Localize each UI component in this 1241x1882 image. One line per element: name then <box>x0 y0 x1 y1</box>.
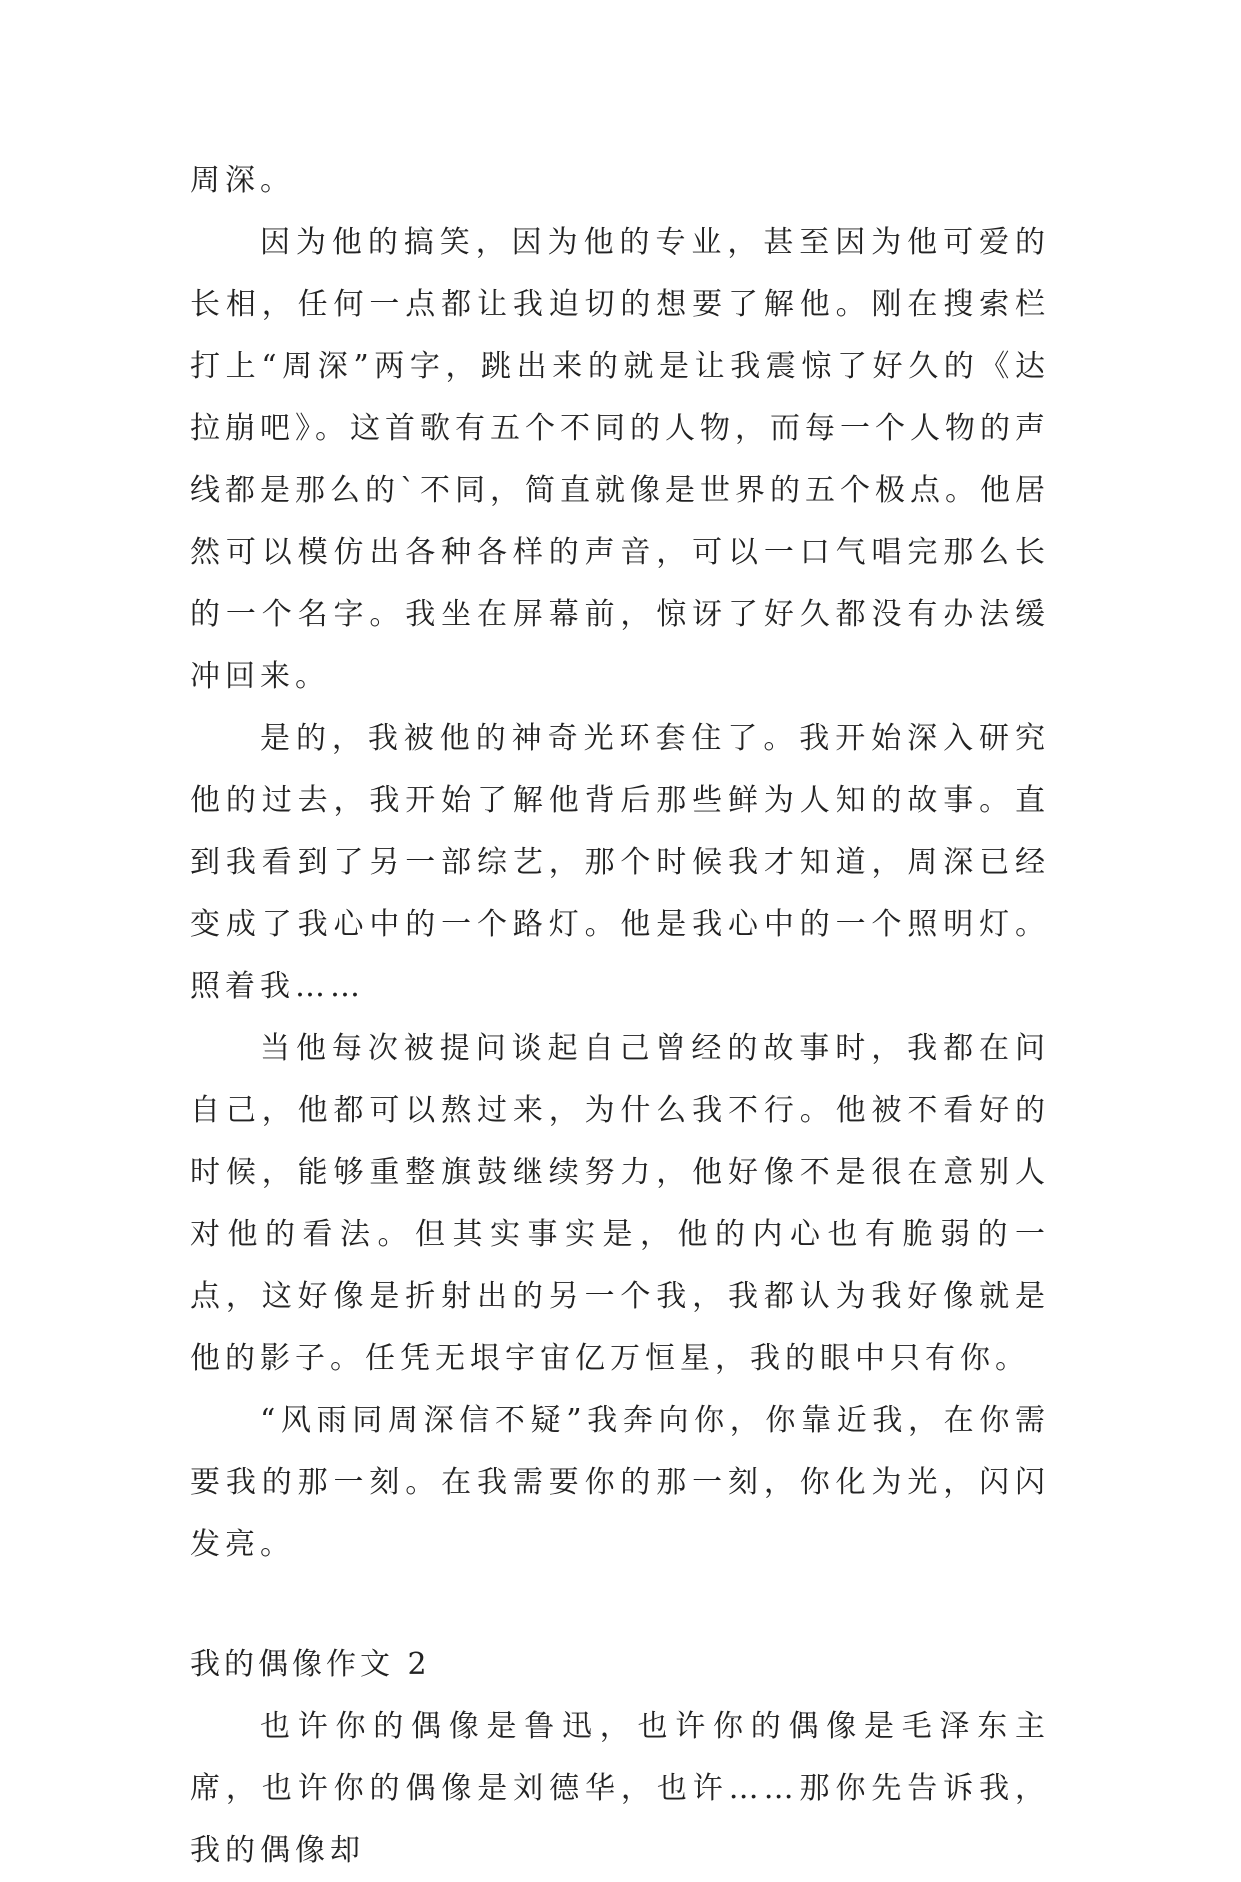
section-heading: 我的偶像作文 2 <box>190 1647 431 1682</box>
paragraph: “风雨同周深信不疑”我奔向你，你靠近我，在你需要我的那一刻。在我需要你的那一刻，你化为光，闪闪发亮。 <box>190 1403 1050 1562</box>
paragraph: 因为他的搞笑，因为他的专业，甚至因为他可爱的长相，任何一点都让我迫切的想要了解他。刚在搜索栏打上“周深”两字，跳出来的就是让我震惊了好久的《达拉崩吧》。这首歌有五个不同的人物，而每一个人物的声线都是那么的`不同，简直就像是世界的五个极点。他居然可以模仿出各种各样的声音，可以一口气唱完那么长的一个名字。我坐在屏幕前，惊讶了好久都没有办法缓冲回来。 <box>190 225 1050 694</box>
paragraph: 当他每次被提问谈起自己曾经的故事时，我都在问自己，他都可以熬过来，为什么我不行。他被不看好的时候，能够重整旗鼓继续努力，他好像不是很在意别人对他的看法。但其实事实是，他的内心也有脆弱的一点，这好像是折射出的另一个我，我都认为我好像就是他的影子。任凭无垠宇宙亿万恒星，我的眼中只有你。 <box>190 1031 1050 1376</box>
paragraph: 也许你的偶像是鲁迅，也许你的偶像是毛泽东主席，也许你的偶像是刘德华，也许……那你先告诉我，我的偶像却 <box>190 1709 1050 1868</box>
paragraph-continuation: 周深。 <box>190 163 295 198</box>
text-column <box>190 150 1050 1882</box>
paragraph: 是的，我被他的神奇光环套住了。我开始深入研究他的过去，我开始了解他背后那些鲜为人知的故事。直到我看到了另一部综艺，那个时候我才知道，周深已经变成了我心中的一个路灯。他是我心中的一个照明灯。照着我…… <box>190 721 1050 1004</box>
